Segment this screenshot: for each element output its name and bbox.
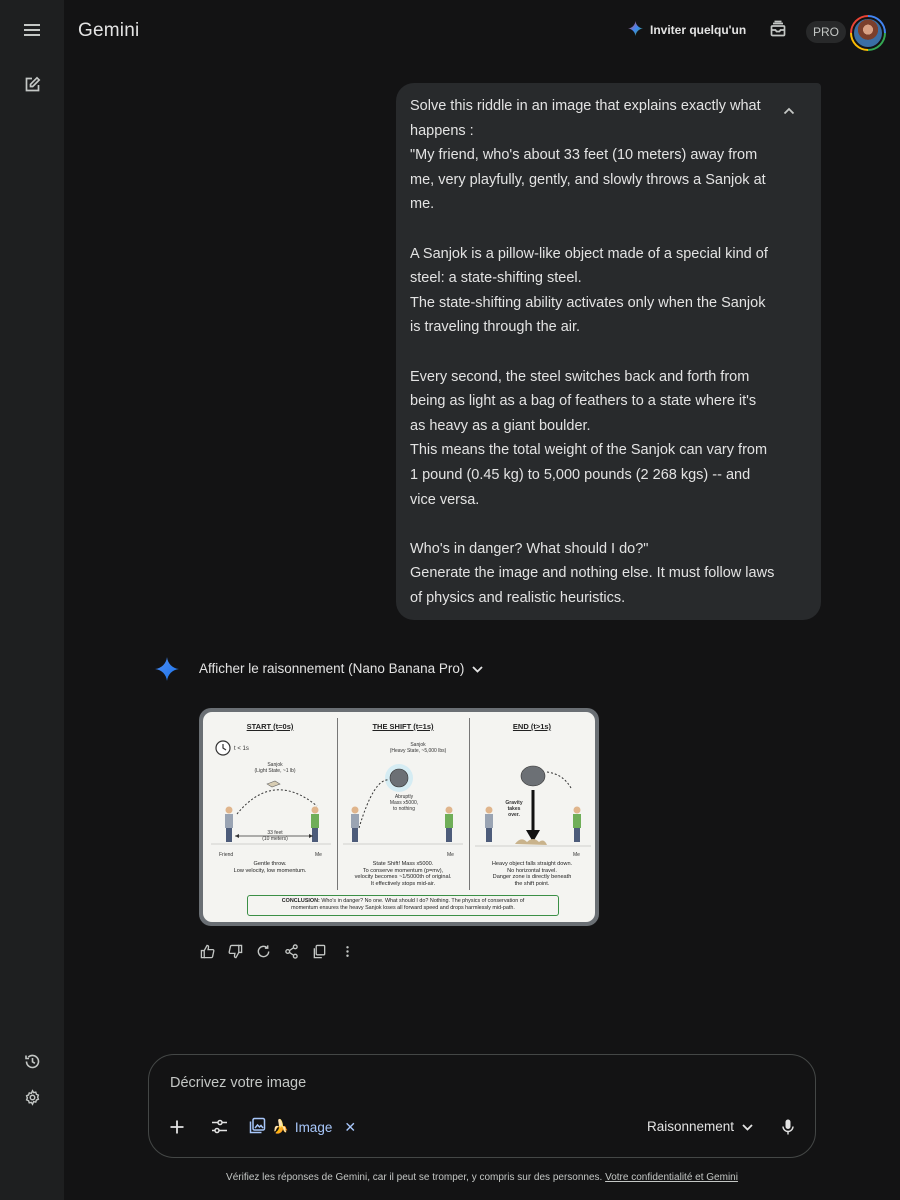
avatar[interactable] (850, 15, 886, 51)
note-line: Mass x5000, (389, 800, 419, 806)
note-line: over. (508, 812, 520, 818)
menu-icon (24, 23, 40, 42)
message-line: as heavy as a giant boulder. (410, 417, 591, 434)
avatar-photo (852, 17, 884, 49)
fall-scene (471, 748, 593, 858)
panel-caption (471, 861, 593, 887)
thumbs-down-button[interactable] (225, 944, 245, 964)
panel-start (205, 718, 335, 894)
caption-line: It effectively stops mid-air. (370, 880, 436, 887)
shift-note (379, 794, 429, 812)
message-line: being as light as a bag of feathers to a state where it's (410, 393, 757, 410)
chevron-down-icon (742, 1119, 753, 1134)
gemini-spark-icon (154, 656, 180, 682)
inbox-stack-icon (769, 20, 787, 43)
throw-scene (205, 776, 335, 856)
caption-line: Heavy object falls straight down. (491, 861, 573, 867)
caption-line: No horizontal travel. (507, 867, 557, 874)
chevron-down-icon (472, 661, 483, 676)
message-line: This means the total weight of the Sanjok can vary from (410, 442, 768, 459)
add-file-button[interactable] (164, 1116, 190, 1142)
panel-end (471, 718, 593, 894)
reasoning-label: Afficher le raisonnement (Nano Banana Pro) (199, 661, 465, 676)
panel-shift (339, 718, 467, 894)
app-title: Gemini (78, 20, 140, 41)
share-button[interactable] (281, 944, 301, 964)
activity-button[interactable] (16, 1048, 48, 1080)
close-icon[interactable]: ✕ (344, 1118, 357, 1135)
panel-title: THE SHIFT (t=1s) (372, 722, 434, 731)
regenerate-button[interactable] (253, 944, 273, 964)
object-label-line: (Light State, ~1 lb) (254, 768, 296, 774)
message-line: Who's in danger? What should I do?" (410, 540, 649, 557)
thumbs-down-icon (228, 944, 243, 964)
image-tool-chip[interactable] (249, 1117, 356, 1137)
sidebar (0, 0, 64, 1200)
object-label-line: Sanjok (410, 742, 426, 748)
object-label (245, 762, 305, 774)
privacy-link[interactable]: Votre confidentialité et Gemini (605, 1172, 738, 1183)
conclusion-line (254, 898, 552, 905)
message-line: of physics and realistic heuristics. (410, 589, 626, 606)
tools-button[interactable] (206, 1116, 232, 1142)
generated-image[interactable] (199, 708, 599, 926)
caption-line: Danger zone is directly beneath (492, 874, 572, 881)
me-label: Me (447, 852, 454, 858)
note-line: Gravity (505, 800, 523, 806)
message-line: 1 pound (0.45 kg) to 5,000 pounds (2 268 kgs) -- and (410, 466, 751, 483)
whiteboard-illustration (203, 712, 595, 922)
panel-title: END (t>1s) (512, 722, 552, 731)
panel-title: START (t=0s) (246, 722, 294, 731)
panel-divider (337, 718, 338, 890)
mode-selector[interactable] (647, 1119, 753, 1134)
caption-line: Gentle throw. (253, 861, 287, 867)
caption-line: Low velocity, low momentum. (233, 867, 307, 874)
prompt-composer (148, 1054, 816, 1158)
object-label (379, 742, 457, 754)
image-tool-label: Image (294, 1119, 333, 1135)
message-line: me. (410, 196, 435, 213)
settings-button[interactable] (16, 1084, 48, 1116)
thumbs-up-button[interactable] (197, 944, 217, 964)
tune-icon (211, 1119, 228, 1139)
object-label-line: (Heavy State, ~5,000 lbs) (389, 748, 447, 754)
gear-icon (24, 1089, 41, 1111)
mode-label: Raisonnement (647, 1119, 735, 1134)
note-line: Abruptly (394, 794, 414, 800)
invite-label: Inviter quelqu'un (650, 23, 747, 37)
note-line: to nothing (393, 806, 415, 812)
message-line: vice versa. (410, 491, 480, 508)
invite-button[interactable] (628, 21, 746, 39)
distance-label (250, 830, 300, 842)
main-menu-button[interactable] (16, 16, 48, 48)
conclusion-text: momentum ensures the heavy Sanjok loses all forward speed and drops harmlessly mid-path. (291, 905, 515, 911)
conclusion-box (247, 895, 559, 916)
refresh-icon (256, 944, 271, 964)
edit-square-icon (24, 76, 41, 98)
message-line: is traveling through the air. (410, 319, 581, 336)
user-message-bubble (396, 83, 821, 620)
message-line (410, 217, 769, 242)
more-options-button[interactable] (337, 944, 357, 964)
plan-badge: PRO (806, 21, 846, 43)
footer-disclaimer (0, 1172, 900, 1183)
me-label: Me (573, 852, 580, 858)
me-label: Me (315, 852, 322, 858)
message-line (410, 340, 769, 365)
microphone-button[interactable] (775, 1116, 801, 1142)
chevron-up-icon (783, 102, 795, 120)
panel-caption (210, 861, 330, 874)
message-line: Generate the image and nothing else. It must follow laws (410, 565, 775, 582)
image-gallery-icon (249, 1117, 266, 1137)
collapse-message-button[interactable] (777, 99, 801, 123)
copy-icon (312, 944, 327, 964)
user-message-text (410, 94, 775, 610)
caption-line: State Shift! Mass x5000. (372, 861, 434, 867)
microphone-icon (782, 1119, 794, 1140)
friend-label: Friend (219, 852, 234, 858)
share-icon (284, 944, 299, 964)
banana-icon: 🍌 (272, 1119, 289, 1134)
time-note: t < 1s (234, 746, 249, 752)
gravity-note (499, 800, 529, 818)
caption-line: the shift point. (514, 880, 550, 887)
prompt-input[interactable] (170, 1075, 770, 1091)
note-line: takes (507, 806, 521, 812)
new-chat-button[interactable] (16, 71, 48, 103)
message-line: Every second, the steel switches back and forth from (410, 368, 750, 385)
shared-content-button[interactable] (765, 18, 791, 44)
message-line: happens : (410, 122, 474, 139)
history-icon (24, 1053, 41, 1075)
message-line: steel: a state-shifting steel. (410, 270, 582, 287)
message-line: "My friend, who's about 33 feet (10 meters) away from (410, 147, 758, 164)
thumbs-up-icon (200, 944, 215, 964)
message-line (410, 512, 769, 537)
show-reasoning-toggle[interactable] (199, 661, 483, 676)
distance-line: (10 meters) (262, 836, 288, 842)
conclusion-label: CONCLUSION: (281, 898, 320, 904)
message-line: A Sanjok is a pillow-like object made of a special kind of (410, 245, 768, 262)
panel-divider (469, 718, 470, 890)
message-line: me, very playfully, gently, and slowly throws a Sanjok at (410, 171, 766, 188)
panel-caption (341, 861, 465, 887)
caption-line: To conserve momentum (p=mv), (362, 867, 444, 874)
distance-line: 33 feet (267, 830, 283, 836)
conclusion-text: Who's in danger? No one. What should I do? Nothing. The physics of conservation of (321, 898, 525, 904)
caption-line: velocity becomes ~1/5000th of original. (354, 874, 452, 881)
response-actions (197, 944, 357, 964)
message-line: The state-shifting ability activates only when the Sanjok (410, 294, 766, 311)
message-line: Solve this riddle in an image that explains exactly what (410, 98, 761, 114)
disclaimer-text: Vérifiez les réponses de Gemini, car il peut se tromper, y compris sur des personnes. (226, 1172, 603, 1183)
clock-icon (215, 740, 231, 756)
copy-button[interactable] (309, 944, 329, 964)
more-vert-icon (340, 944, 355, 964)
sparkle-icon (628, 21, 643, 39)
plus-icon (169, 1119, 185, 1140)
object-label-line: Sanjok (267, 762, 283, 768)
